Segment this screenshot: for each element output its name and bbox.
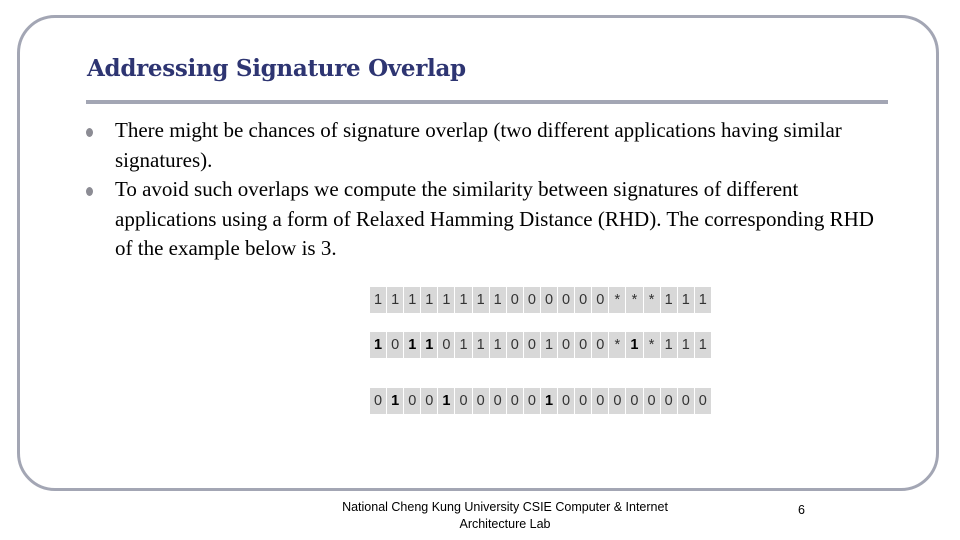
bit-cell: 1 [404, 332, 420, 358]
bit-cell: 0 [575, 287, 591, 313]
bit-cell: 0 [507, 332, 523, 358]
bit-cell: 0 [524, 287, 540, 313]
bit-cell: 0 [524, 332, 540, 358]
bit-cell: 0 [421, 388, 437, 414]
bullet-text: To avoid such overlaps we compute the similarity between signatures of different applications using a form of Relaxed Hamming Distance (RHD). The corresponding RHD of the example below is 3. [115, 177, 874, 260]
bit-cell: * [626, 287, 642, 313]
bullet-list [80, 116, 880, 264]
page-number: 6 [798, 503, 805, 517]
bit-cell: 0 [455, 388, 471, 414]
bullet-icon [86, 128, 93, 137]
bit-cell: 0 [490, 388, 506, 414]
bit-cell: * [644, 287, 660, 313]
bit-cell: 0 [558, 287, 574, 313]
bit-cell: 1 [678, 332, 694, 358]
bit-cell: * [609, 332, 625, 358]
bit-cell: 1 [678, 287, 694, 313]
bit-cell: 0 [695, 388, 711, 414]
bit-cell: 1 [387, 287, 403, 313]
bit-cell: 0 [541, 287, 557, 313]
bit-cell: 0 [575, 388, 591, 414]
bit-cell: 1 [455, 287, 471, 313]
bit-cell: 1 [455, 332, 471, 358]
bit-cell: 0 [678, 388, 694, 414]
bit-cell: 1 [626, 332, 642, 358]
bit-cell: 0 [592, 332, 608, 358]
bit-cell: 0 [438, 332, 454, 358]
bit-cell: 0 [558, 388, 574, 414]
bullet-icon [86, 187, 93, 196]
bit-cell: 0 [524, 388, 540, 414]
bit-cell: 1 [695, 287, 711, 313]
bit-cell: 1 [695, 332, 711, 358]
bit-cell: 0 [592, 388, 608, 414]
bit-cell: 1 [404, 287, 420, 313]
bit-cell: * [609, 287, 625, 313]
bit-cell: 1 [473, 332, 489, 358]
bit-cell: 1 [438, 287, 454, 313]
bit-cell: 1 [370, 332, 386, 358]
bit-cells [370, 332, 711, 358]
bit-cell: 1 [541, 332, 557, 358]
bit-cell: 1 [490, 332, 506, 358]
bullet-item [80, 116, 880, 175]
bit-cell: 1 [421, 332, 437, 358]
bit-cell: 0 [644, 388, 660, 414]
footer-text: National Cheng Kung University CSIE Computer & Internet Architecture Lab [342, 500, 668, 531]
bit-cell: 0 [661, 388, 677, 414]
bullet-item [80, 175, 880, 264]
slide-title: Addressing Signature Overlap [87, 55, 466, 82]
bit-cell: 0 [575, 332, 591, 358]
bit-cell: 0 [370, 388, 386, 414]
bit-cell: 1 [661, 287, 677, 313]
bit-cell: 0 [507, 287, 523, 313]
bit-cell: 1 [421, 287, 437, 313]
bit-cell: 1 [370, 287, 386, 313]
bit-cell: 0 [609, 388, 625, 414]
bit-cell: 0 [473, 388, 489, 414]
bit-cell: 1 [438, 388, 454, 414]
bullet-text: There might be chances of signature overlap (two different applications having similar signatures). [115, 118, 842, 172]
bit-cell: 1 [541, 388, 557, 414]
bit-cell: 0 [592, 287, 608, 313]
bit-cells [370, 388, 711, 414]
bit-cell: 1 [490, 287, 506, 313]
bit-cell: 1 [473, 287, 489, 313]
bit-cell: 0 [507, 388, 523, 414]
bit-cell: 0 [626, 388, 642, 414]
bit-cell: 1 [661, 332, 677, 358]
bit-cell: * [644, 332, 660, 358]
bit-cell: 1 [387, 388, 403, 414]
bit-cell: 0 [404, 388, 420, 414]
title-divider [86, 100, 888, 104]
bit-cells [370, 287, 711, 313]
bit-cell: 0 [558, 332, 574, 358]
bit-cell: 0 [387, 332, 403, 358]
